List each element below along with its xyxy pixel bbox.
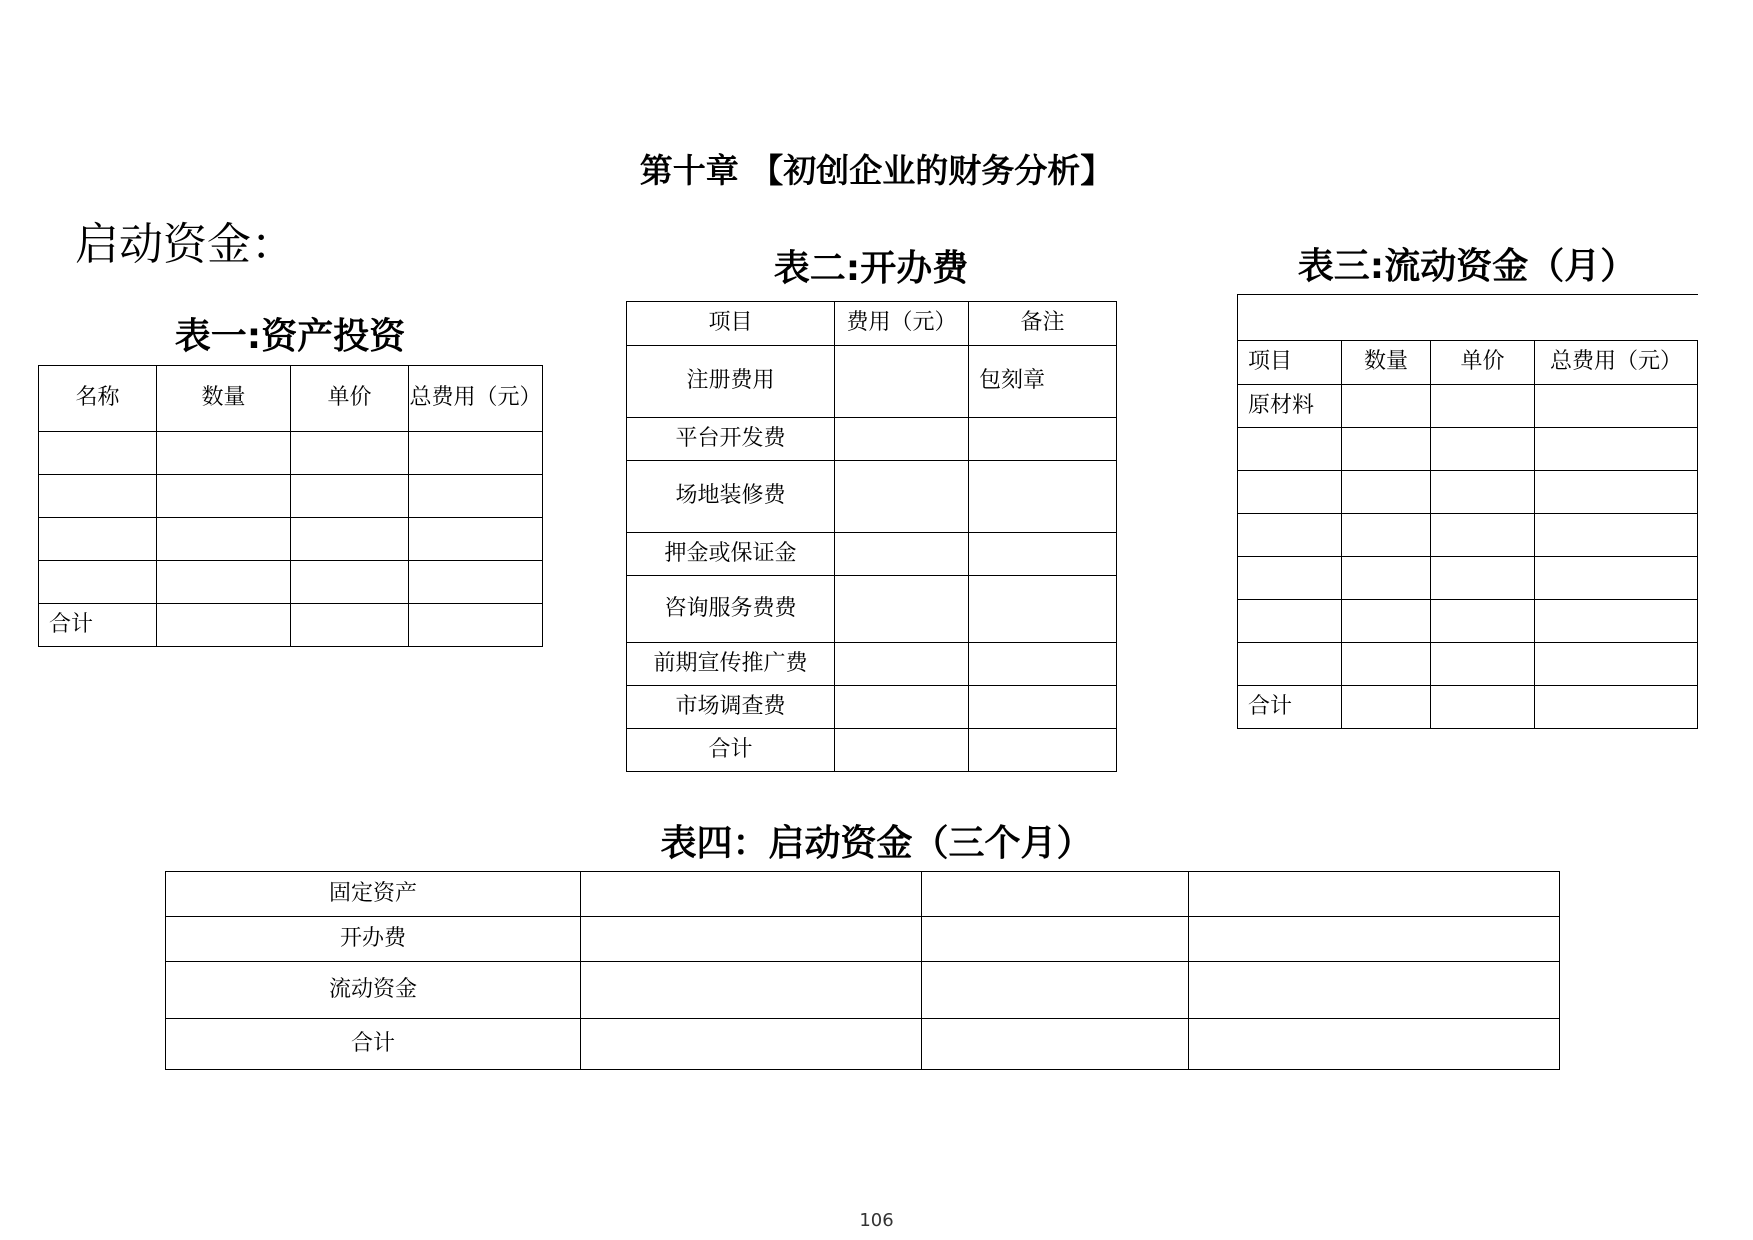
table-cell[interactable] (835, 346, 969, 418)
header-cell: 项目 (1238, 341, 1342, 385)
table-cell[interactable] (409, 604, 543, 647)
table-row (1238, 514, 1698, 557)
table-row (627, 686, 1117, 729)
table-total-row (1238, 686, 1698, 729)
table-cell[interactable] (39, 561, 157, 604)
table-cell[interactable] (1535, 428, 1698, 471)
chapter-title: 第十章 【初创企业的财务分析】 (639, 151, 1114, 190)
table-cell[interactable] (1431, 385, 1535, 428)
table-cell[interactable] (1342, 428, 1431, 471)
table-cell[interactable] (922, 917, 1189, 962)
table-cell[interactable] (39, 432, 157, 475)
table-cell[interactable] (1342, 600, 1431, 643)
note-cell[interactable] (969, 576, 1117, 643)
table3-caption: 表三:流动资金（月） (1297, 246, 1637, 287)
table-cell[interactable] (1189, 917, 1560, 962)
header-cell: 备注 (969, 302, 1117, 346)
table-cell[interactable] (1431, 643, 1535, 686)
table-cell[interactable] (835, 533, 969, 576)
table-row (1238, 557, 1698, 600)
table-total-row (627, 729, 1117, 772)
table-cell[interactable] (291, 475, 409, 518)
item-label: 合计 (166, 1019, 581, 1070)
table-cell[interactable] (922, 872, 1189, 917)
item-label: 市场调查费 (627, 686, 835, 729)
page-number: 106 (859, 1210, 894, 1231)
table-row (627, 533, 1117, 576)
table-cell[interactable] (291, 518, 409, 561)
table-cell[interactable] (1342, 385, 1431, 428)
table-row (166, 917, 1560, 962)
table-cell[interactable] (835, 461, 969, 533)
table-row (1238, 643, 1698, 686)
item-label: 押金或保证金 (627, 533, 835, 576)
working-capital-table (1237, 340, 1698, 729)
table-cell[interactable] (835, 418, 969, 461)
header-cell: 单价 (1431, 341, 1535, 385)
table-cell[interactable] (1431, 428, 1535, 471)
total-label: 合计 (1238, 686, 1342, 729)
table-cell[interactable] (581, 872, 922, 917)
table-cell[interactable] (922, 1019, 1189, 1070)
table-cell[interactable] (157, 561, 291, 604)
table-cell[interactable] (157, 475, 291, 518)
table-header-row (39, 366, 543, 432)
table-header-row (1238, 341, 1698, 385)
table-cell[interactable] (1431, 514, 1535, 557)
note-cell[interactable] (969, 418, 1117, 461)
table-cell[interactable] (39, 518, 157, 561)
table4-caption: 表四：启动资金（三个月） (660, 823, 1093, 864)
table-cell[interactable] (581, 917, 922, 962)
item-label: 平台开发费 (627, 418, 835, 461)
table-cell[interactable] (157, 432, 291, 475)
table-header-row (627, 302, 1117, 346)
item-label: 原材料 (1238, 385, 1342, 428)
table2-caption: 表二:开办费 (773, 248, 969, 289)
asset-investment-table (38, 365, 543, 647)
table-cell[interactable] (581, 962, 922, 1019)
table-row (39, 561, 543, 604)
header-cell: 数量 (1342, 341, 1431, 385)
table-cell[interactable] (1535, 686, 1698, 729)
table-cell[interactable] (1342, 514, 1431, 557)
table-cell[interactable] (409, 518, 543, 561)
table-cell[interactable] (1189, 1019, 1560, 1070)
table-cell[interactable] (409, 475, 543, 518)
table-cell[interactable] (1431, 471, 1535, 514)
table-cell[interactable] (1342, 686, 1431, 729)
table-cell[interactable] (1342, 557, 1431, 600)
table-row (627, 346, 1117, 418)
table-cell[interactable] (1189, 962, 1560, 1019)
table-cell[interactable] (157, 518, 291, 561)
table-cell[interactable] (1535, 471, 1698, 514)
table-cell[interactable] (39, 475, 157, 518)
startup-expense-table (626, 301, 1117, 772)
header-cell: 名称 (39, 366, 157, 432)
table-row (39, 432, 543, 475)
table-cell[interactable] (1535, 643, 1698, 686)
table-row (627, 643, 1117, 686)
item-label: 开办费 (166, 917, 581, 962)
table-row (627, 418, 1117, 461)
table-cell[interactable] (1535, 557, 1698, 600)
header-cell: 总费用（元） (1535, 341, 1698, 385)
table-cell[interactable] (835, 576, 969, 643)
table-cell[interactable] (581, 1019, 922, 1070)
table-row (166, 962, 1560, 1019)
table-cell[interactable] (1238, 643, 1342, 686)
startup-capital-table (165, 871, 1560, 1070)
table-cell[interactable] (1535, 385, 1698, 428)
item-label: 流动资金 (166, 962, 581, 1019)
note-cell[interactable] (969, 643, 1117, 686)
table-total-row (166, 1019, 1560, 1070)
note-cell[interactable] (969, 461, 1117, 533)
table-cell[interactable] (835, 643, 969, 686)
table-cell[interactable] (1238, 514, 1342, 557)
header-cell: 项目 (627, 302, 835, 346)
table-cell[interactable] (409, 432, 543, 475)
header-cell: 数量 (157, 366, 291, 432)
table-cell[interactable] (922, 962, 1189, 1019)
table-cell[interactable] (1431, 557, 1535, 600)
table-cell[interactable] (1342, 643, 1431, 686)
item-label: 固定资产 (166, 872, 581, 917)
table-row (1238, 471, 1698, 514)
table-cell[interactable] (157, 604, 291, 647)
table1-caption: 表一:资产投资 (174, 316, 406, 357)
header-cell: 总费用（元） (409, 366, 543, 432)
table-row (627, 576, 1117, 643)
table-cell[interactable] (835, 686, 969, 729)
table-row (1238, 600, 1698, 643)
note-cell[interactable] (969, 729, 1117, 772)
table-cell[interactable] (1342, 471, 1431, 514)
section-title: 启动资金： (75, 219, 295, 270)
table-cell[interactable] (1238, 557, 1342, 600)
table-row (1238, 428, 1698, 471)
table-cell[interactable] (1238, 600, 1342, 643)
table-cell[interactable] (1431, 600, 1535, 643)
table-cell[interactable] (1535, 514, 1698, 557)
header-cell: 费用（元） (835, 302, 969, 346)
table-cell[interactable] (291, 561, 409, 604)
header-cell: 单价 (291, 366, 409, 432)
table-cell[interactable] (835, 729, 969, 772)
item-label: 场地装修费 (627, 461, 835, 533)
item-label: 合计 (627, 729, 835, 772)
item-label: 前期宣传推广费 (627, 643, 835, 686)
note-cell[interactable]: 包刻章 (969, 346, 1117, 418)
table-cell[interactable] (1535, 600, 1698, 643)
table-cell[interactable] (291, 432, 409, 475)
table-cell[interactable] (1431, 686, 1535, 729)
item-label: 咨询服务费费 (627, 576, 835, 643)
note-cell[interactable] (969, 533, 1117, 576)
table-cell[interactable] (1189, 872, 1560, 917)
table-row (1238, 385, 1698, 428)
note-cell[interactable] (969, 686, 1117, 729)
table-cell[interactable] (1238, 471, 1342, 514)
table-total-row (39, 604, 543, 647)
table-row (627, 461, 1117, 533)
table-cell[interactable] (291, 604, 409, 647)
total-label: 合计 (39, 604, 157, 647)
table-cell[interactable] (409, 561, 543, 604)
table3-top-frame (1237, 294, 1698, 341)
table-row (39, 475, 543, 518)
table-row (39, 518, 543, 561)
table-row (166, 872, 1560, 917)
item-label: 注册费用 (627, 346, 835, 418)
table-cell[interactable] (1238, 428, 1342, 471)
